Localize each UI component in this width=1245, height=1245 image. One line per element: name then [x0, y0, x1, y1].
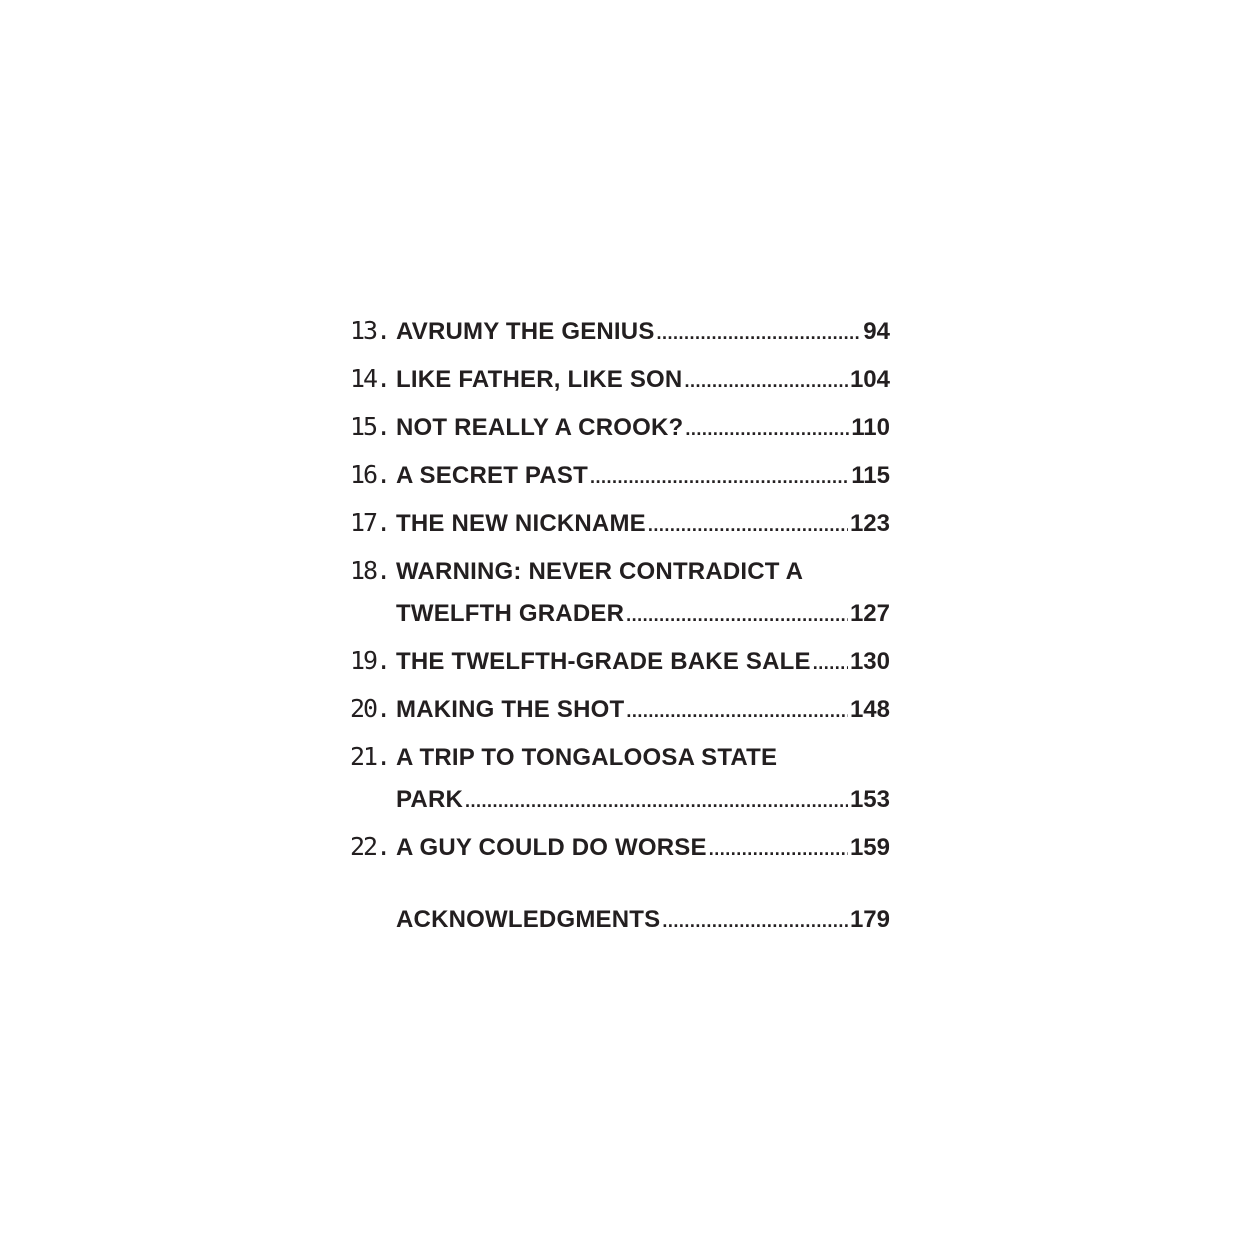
chapter-title: A SECRET PAST — [396, 462, 588, 489]
page-number: 179 — [849, 906, 890, 933]
chapter-number: 15. — [350, 412, 390, 441]
dot-leader — [813, 639, 848, 687]
page-number: 110 — [851, 414, 890, 441]
chapter-number: 16. — [350, 460, 390, 489]
chapter-number: 13. — [350, 316, 390, 345]
chapter-number: 21. — [350, 742, 390, 771]
dot-leader — [626, 591, 848, 639]
chapter-title: LIKE FATHER, LIKE SON — [396, 366, 683, 393]
toc-entry-18[interactable] — [350, 547, 890, 637]
dot-leader — [465, 777, 848, 825]
page-number: 115 — [851, 462, 890, 489]
chapter-number: 18. — [350, 556, 390, 585]
chapter-title: A GUY COULD DO WORSE — [396, 834, 707, 861]
acknowledgments-title: ACKNOWLEDGMENTS — [396, 906, 661, 933]
chapter-title-line-2: PARK — [396, 786, 464, 813]
toc-entry-13[interactable] — [350, 307, 890, 355]
chapter-title: MAKING THE SHOT — [396, 696, 625, 723]
chapter-title: AVRUMY THE GENIUS — [396, 318, 655, 345]
page-number: 153 — [849, 786, 890, 813]
chapter-title: NOT REALLY A CROOK? — [396, 414, 684, 441]
toc-entry-15[interactable] — [350, 403, 890, 451]
chapter-number: 20. — [350, 694, 390, 723]
toc-entry-14[interactable] — [350, 355, 890, 403]
chapter-title-line-1: WARNING: NEVER CONTRADICT A — [396, 558, 804, 585]
toc-entry-20[interactable] — [350, 685, 890, 733]
page-number: 130 — [849, 648, 890, 675]
chapter-number: 22. — [350, 832, 390, 861]
chapter-title: THE TWELFTH-GRADE BAKE SALE — [396, 648, 811, 675]
toc-entry-21[interactable] — [350, 733, 890, 823]
toc-entry-17[interactable] — [350, 499, 890, 547]
page-number: 94 — [863, 318, 890, 345]
chapter-number: 17. — [350, 508, 390, 537]
toc-entry-16[interactable] — [350, 451, 890, 499]
page-number: 148 — [849, 696, 890, 723]
toc-entry-22[interactable] — [350, 823, 890, 871]
dot-leader — [684, 357, 848, 405]
dot-leader — [657, 309, 862, 357]
toc-entry-acknowledgments[interactable] — [350, 895, 890, 943]
dot-leader — [709, 825, 848, 873]
dot-leader — [590, 453, 849, 501]
page-number: 104 — [849, 366, 890, 393]
dot-leader — [648, 501, 848, 549]
toc-entry-19[interactable] — [350, 637, 890, 685]
dot-leader — [626, 687, 848, 735]
chapter-title: THE NEW NICKNAME — [396, 510, 646, 537]
chapter-number: 19. — [350, 646, 390, 675]
chapter-title-line-2: TWELFTH GRADER — [396, 600, 625, 627]
page-number: 159 — [849, 834, 890, 861]
chapter-number: 14. — [350, 364, 390, 393]
chapter-title-line-1: A TRIP TO TONGALOOSA STATE — [396, 744, 778, 771]
table-of-contents — [350, 307, 890, 943]
dot-leader — [662, 897, 848, 945]
dot-leader — [685, 405, 849, 453]
section-gap — [350, 871, 890, 895]
page-number: 127 — [849, 600, 890, 627]
page-number: 123 — [849, 510, 890, 537]
